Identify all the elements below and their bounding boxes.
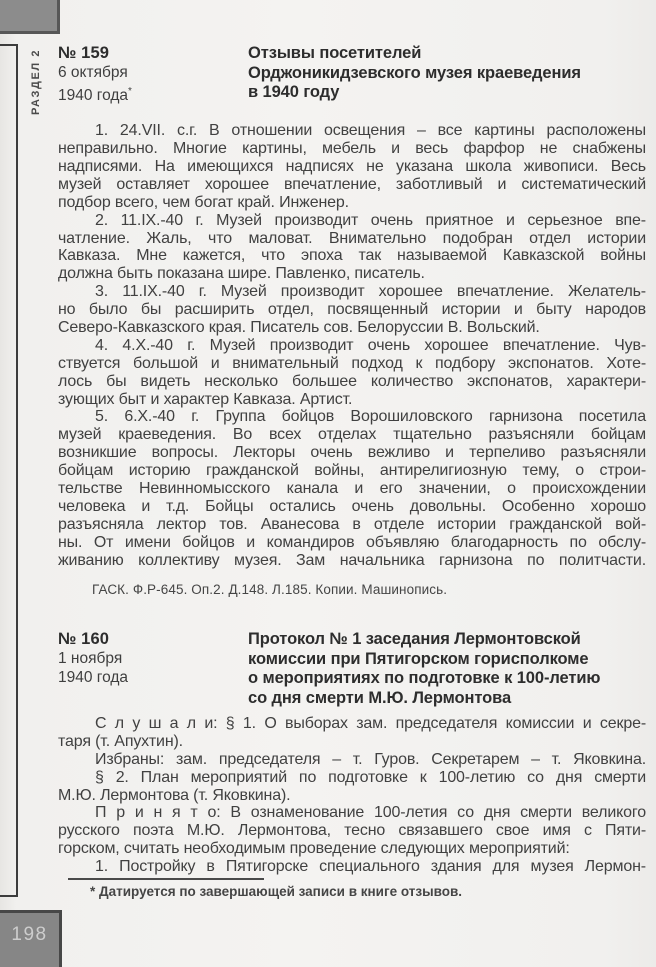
text-line: ны. От имени бойцов и командиров объявляю благодарность по обслу- [58, 533, 646, 551]
text-line: неправильно. Многие картины, мебель и весь фарфор не снабжены [58, 140, 646, 158]
text-line: 2. 11.IX.-40 г. Музей производит очень приятное и серьезное впе- [95, 211, 646, 229]
document-date-line [58, 63, 248, 82]
section-label: РАЗДЕЛ 2 [30, 48, 42, 115]
title-line: Отзывы посетителей [248, 44, 422, 62]
text-line: 5. 6.X.-40 г. Группа бойцов Ворошиловского гарнизона посетила [95, 408, 646, 426]
title-line: в 1940 году [248, 83, 340, 101]
text-line: таря (т. Апухтин). [58, 732, 183, 750]
text-line: возникшие вопросы. Лекторы очень вежливо и терпеливо разъясняли [58, 444, 646, 462]
document-160-meta [58, 630, 248, 708]
text-line: Кавказа. Мне кажется, что эпоха так называемой Кавказской войны [58, 247, 646, 265]
text-line: человека и т.д. Бойцы остались очень довольны. Особенно хорошо [58, 497, 646, 515]
title-line: Протокол № 1 заседания Лермонтовской [248, 630, 581, 648]
paragraph [58, 804, 646, 858]
text-line: подбор всего, чем богат край. Инженер. [58, 193, 349, 211]
document-159-header [58, 44, 646, 105]
text-line: 1. 24.VII. с.г. В отношении освещения – все картины расположены [95, 122, 646, 140]
document-date-line [58, 82, 248, 105]
document-title [248, 630, 646, 708]
text-line: Северо-Кавказского края. Писатель сов. Белоруссии В. Вольский. [58, 318, 540, 336]
text-line: но было бы расширить отдел, посвященный истории и быту народов [58, 301, 646, 319]
paragraph [58, 337, 646, 409]
text-line: русского поэта М.Ю. Лермонтова, тесно связавшего свое имя с Пяти- [58, 822, 646, 840]
paragraph [58, 122, 646, 211]
footnote-text: * Датируется по завершающей записи в книге отзывов. [90, 884, 463, 899]
page-number: 198 [11, 924, 48, 945]
paragraph [58, 212, 646, 284]
text-line: горском, считать необходимым проведение следующих мероприятий: [58, 840, 570, 858]
date-text: 1 ноября [58, 650, 123, 667]
text-line: зующих быт и характер Кавказа. Артист. [58, 390, 353, 408]
footnote-mark: * [128, 86, 132, 97]
date-text: 6 октября [58, 64, 128, 81]
text-line: живанию коллективу музея. Зам начальника гарнизона по политчасти. [58, 551, 646, 569]
text-line: С л у ш а л и: § 1. О выборах зам. председателя комиссии и секре- [95, 715, 646, 732]
text-line: М.Ю. Лермонтова (т. Яковкина). [58, 786, 291, 804]
text-line: музей оставляет хорошее впечатление, заботливый и систематический [58, 175, 646, 193]
document-160-header [58, 630, 646, 708]
text-line: разъясняла лектор тов. Аванесова в отделе истории гражданской вой- [58, 515, 646, 533]
title-line: комиссии при Пятигорском горисполкоме [248, 649, 589, 668]
text-line: П р и н я т о: В ознаменование 100-летия со дня смерти великого [95, 804, 646, 822]
date-text: 1940 года [58, 87, 129, 105]
paragraph [58, 769, 646, 805]
paragraph [58, 858, 646, 876]
paragraph [58, 283, 646, 337]
footnote-block [68, 878, 646, 900]
text-line: надписями. На имеющихся надписях не указана школа живописи. Весь [58, 157, 646, 175]
document-160 [58, 630, 646, 876]
footnote-rule [68, 878, 264, 880]
document-159-body [58, 122, 646, 569]
text-line: тельстве Невинномысского канала и его значении, о происхождении [58, 479, 646, 497]
document-date-line [58, 649, 248, 668]
text-line: музей краеведения. Во всех отделах тщательно разъясняли бойцам [58, 426, 646, 444]
text-line: должна быть показана шире. Павленко, писатель. [58, 265, 425, 283]
text-line: Избраны: зам. председателя – т. Гуров. Секретарем – т. Яковкина. [95, 750, 646, 768]
document-title [248, 44, 646, 105]
text-line: чатление. Жаль, что маловат. Внимательно подобран отдел истории [58, 229, 646, 247]
paragraph [58, 715, 646, 751]
paragraph [58, 751, 646, 769]
title-line: со дня смерти М.Ю. Лермонтова [248, 688, 512, 707]
text-line: лось бы видеть несколько большее количество экспонатов, характери- [58, 372, 646, 390]
paragraph [58, 408, 646, 569]
text-line: бойцам историю гражданской войны, антирелигиозную тему, о строи- [58, 462, 646, 480]
document-date-line [58, 668, 248, 687]
document-159 [58, 44, 646, 598]
text-line: 3. 11.IX.-40 г. Музей производит хорошее впечатление. Желатель- [95, 283, 646, 301]
document-159-meta [58, 44, 248, 105]
title-line: о мероприятиях по подготовке к 100-летию [248, 669, 601, 687]
text-line: 1. Постройку в Пятигорске специального здания для музея Лермон- [95, 858, 646, 876]
archive-citation: ГАСК. Ф.Р-645. Оп.2. Д.148. Л.185. Копии. Машинопись. [92, 582, 448, 598]
text-line: 4. 4.X.-40 г. Музей производит очень хорошее впечатление. Чув- [95, 336, 646, 354]
page-number-box [0, 910, 62, 967]
corner-marker [0, 0, 60, 34]
text-line: ствуется большой и внимательный подход к подбору экспонатов. Хоте- [58, 354, 646, 372]
margin-frame [0, 44, 18, 897]
document-number: № 160 [58, 630, 110, 648]
text-line: § 2. План мероприятий по подготовке к 100-летию со дня смерти [95, 768, 646, 786]
date-text: 1940 года [58, 669, 129, 686]
document-number: № 159 [58, 44, 110, 62]
document-160-body [58, 715, 646, 876]
title-line: Орджоникидзевского музея краеведения [248, 63, 581, 82]
